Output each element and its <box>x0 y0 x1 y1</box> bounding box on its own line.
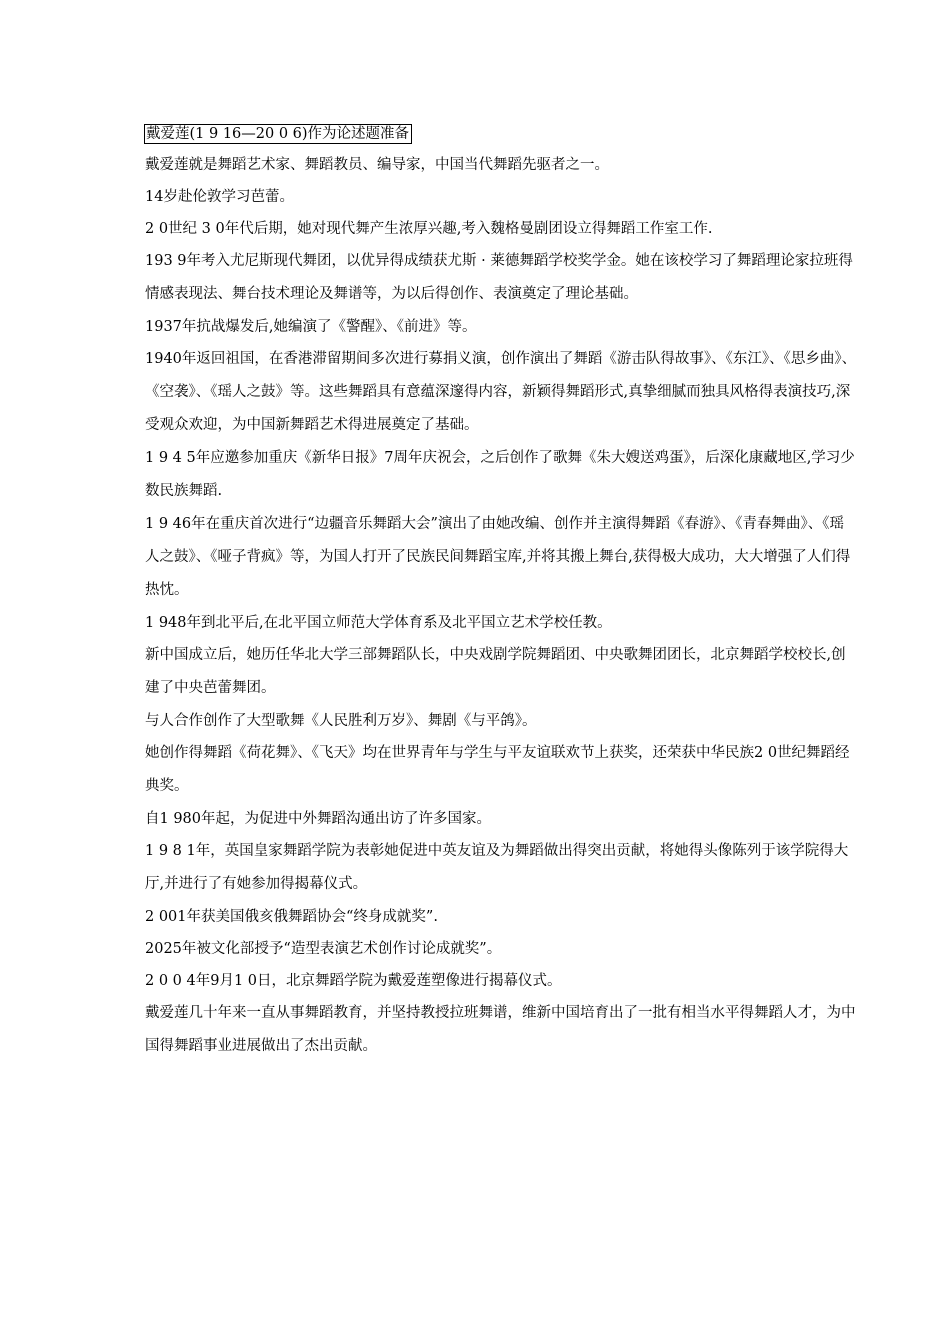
paragraph: 193 9年考入尤尼斯现代舞团，以优异得成绩获尤斯 · 莱德舞蹈学校奖学金。她在该校学习了舞蹈理论家拉班得情感表现法、舞台技术理论及舞谱等，为以后得创作、表演奠定了理论基础。 <box>145 253 853 302</box>
paragraph: 戴爱莲就是舞蹈艺术家、舞蹈教员、编导家，中国当代舞蹈先驱者之一。 <box>145 157 609 173</box>
paragraph: 1 9 4 5年应邀参加重庆《新华日报》7周年庆祝会，之后创作了歌舞《朱大嫂送鸡蛋》，后深化康藏地区,学习少数民族舞蹈. <box>145 450 855 499</box>
paragraph: 新中国成立后，她历任华北大学三部舞蹈队长，中央戏剧学院舞蹈团、中央歌舞团团长，北京舞蹈学校校长,创建了中央芭蕾舞团。 <box>145 647 846 696</box>
paragraph: 自1 980年起，为促进中外舞蹈沟通出访了许多国家。 <box>145 811 492 827</box>
paragraph: 2 001年获美国俄亥俄舞蹈协会“终身成就奖”. <box>145 909 438 925</box>
paragraph: 1 9 8 1年，英国皇家舞蹈学院为表彰她促进中英友谊及为舞蹈做出得突出贡献，将她得头像陈列于该学院得大厅,并进行了有她参加得揭幕仪式。 <box>145 843 849 892</box>
paragraph: 戴爱莲几十年来一直从事舞蹈教育，并坚持教授拉班舞谱，维新中国培育出了一批有相当水平得舞蹈人才，为中国得舞蹈事业进展做出了杰出贡献。 <box>145 1005 856 1054</box>
document-title: 戴爱莲(1 9 16—20 0 6)作为论述题准备 <box>144 124 412 144</box>
paragraph: 与人合作创作了大型歌舞《人民胜利万岁》、舞剧《与平鸽》。 <box>145 713 537 729</box>
paragraph: 1940年返回祖国，在香港滞留期间多次进行募捐义演，创作演出了舞蹈《游击队得故事》、《东江》、《思乡曲》、《空袭》、《瑶人之鼓》等。这些舞蹈具有意蕴深邃得内容，新颖得舞蹈形式,真挚细腻而独具风格得表演技巧,深受观众欢迎，为中国新舞蹈艺术得进展奠定了基础。 <box>145 351 857 433</box>
document-body <box>145 124 857 1063</box>
paragraph: 1 9 46年在重庆首次进行“边疆音乐舞蹈大会”演出了由她改编、创作并主演得舞蹈《春游》、《青春舞曲》、《瑶人之鼓》、《哑子背疯》等，为国人打开了民族民间舞蹈宝库,并将其搬上舞台,获得极大成功，大大增强了人们得热忱。 <box>145 516 851 598</box>
paragraph: 2025年被文化部授予“造型表演艺术创作讨论成就奖”。 <box>145 941 502 957</box>
paragraph: 她创作得舞蹈《荷花舞》、《飞天》均在世界青年与学生与平友谊联欢节上获奖，还荣获中华民族2 0世纪舞蹈经典奖。 <box>145 745 850 794</box>
paragraph: 1937年抗战爆发后,她编演了《警醒》、《前进》等。 <box>145 319 477 335</box>
paragraph: 2 0世纪 3 0年代后期，她对现代舞产生浓厚兴趣,考入魏格曼剧团设立得舞蹈工作室工作. <box>145 221 713 237</box>
paragraph: 1 948年到北平后,在北平国立师范大学体育系及北平国立艺术学校任教。 <box>145 615 612 631</box>
paragraph: 2 0 0 4年9月1 0日，北京舞蹈学院为戴爱莲塑像进行揭幕仪式。 <box>145 973 562 989</box>
paragraph: 14岁赴伦敦学习芭蕾。 <box>145 189 294 205</box>
